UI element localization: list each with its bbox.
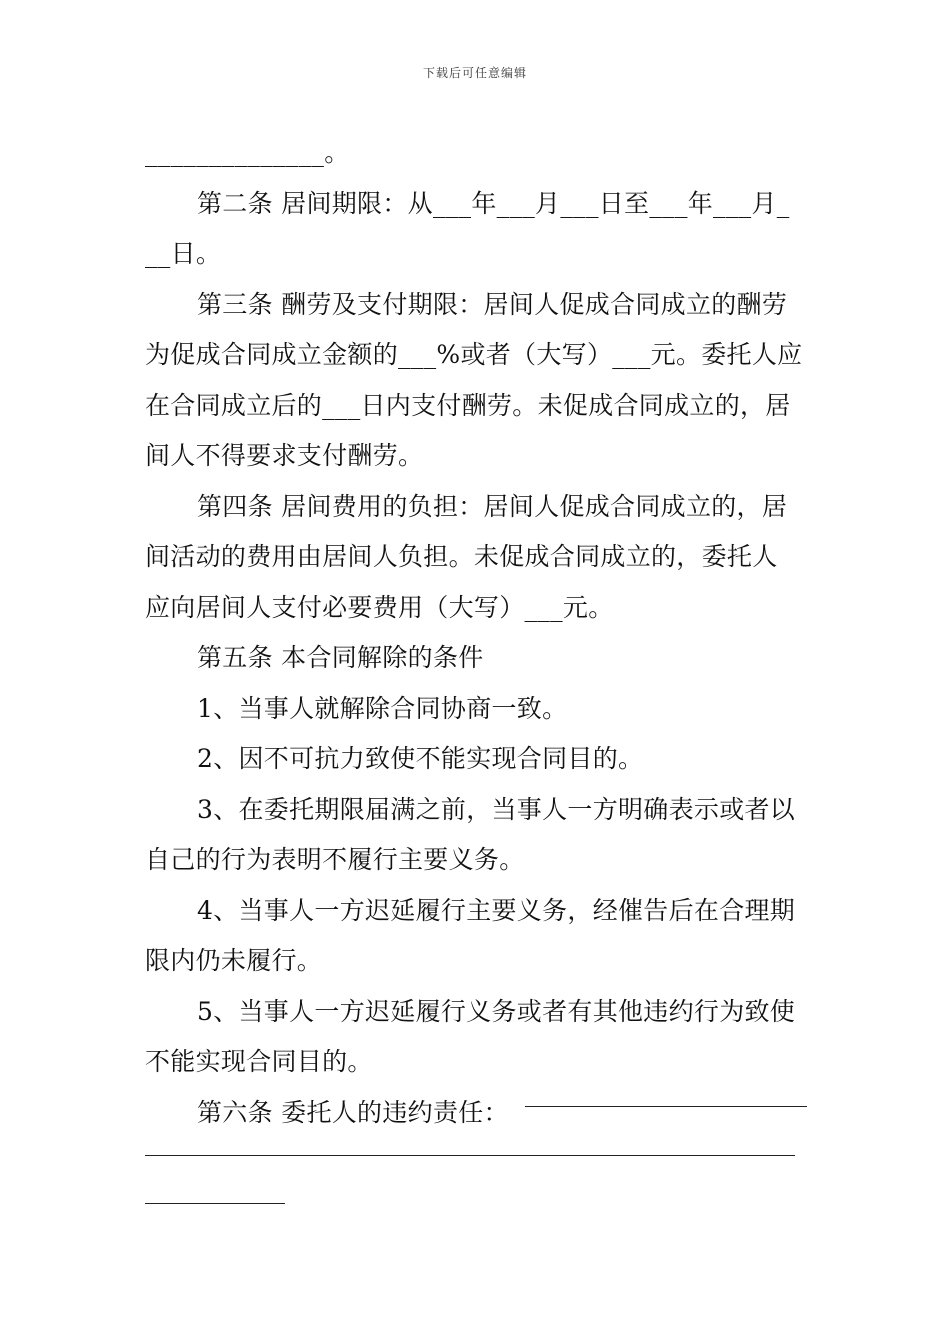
text-line: 间人不得要求支付酬劳。 bbox=[145, 441, 424, 470]
document-body bbox=[145, 128, 810, 1138]
article-5-heading: 第五条 本合同解除的条件 bbox=[197, 643, 484, 672]
blank-fill-line bbox=[145, 1155, 795, 1156]
clause-item-3: 3、在委托期限届满之前，当事人一方明确表示或者以 bbox=[197, 794, 796, 824]
text-line: 应向居间人支付必要费用（大写）___元。 bbox=[145, 592, 614, 622]
clause-item-2: 2、因不可抗力致使不能实现合同目的。 bbox=[197, 744, 644, 773]
article-2-line: 第二条 居间期限：从___年___月___日至___年___月_ bbox=[197, 188, 790, 218]
text-line: 不能实现合同目的。 bbox=[145, 1047, 373, 1076]
text-line: 在合同成立后的___日内支付酬劳。未促成合同成立的，居 bbox=[145, 390, 791, 420]
text-line: 限内仍未履行。 bbox=[145, 946, 323, 975]
text-line: 为促成合同成立金额的___%或者（大写）___元。委托人应 bbox=[145, 340, 803, 369]
clause-item-4: 4、当事人一方迟延履行主要义务，经催告后在合理期 bbox=[197, 895, 796, 925]
article-4-line: 第四条 居间费用的负担：居间人促成合同成立的，居 bbox=[197, 491, 788, 521]
blank-fill-line bbox=[145, 1203, 285, 1204]
page-header-note: 下载后可任意编辑 bbox=[422, 66, 527, 80]
article-6-line: 第六条 委托人的违约责任： bbox=[197, 1097, 509, 1127]
clause-item-5: 5、当事人一方迟延履行义务或者有其他违约行为致使 bbox=[197, 996, 796, 1026]
text-line: __日。 bbox=[145, 239, 222, 268]
text-line: ______________。 bbox=[145, 138, 350, 167]
text-line: 自己的行为表明不履行主要义务。 bbox=[145, 845, 525, 874]
text-line: 间活动的费用由居间人负担。未促成合同成立的，委托人 bbox=[145, 542, 778, 571]
blank-fill-line bbox=[525, 1106, 807, 1107]
article-3-line: 第三条 酬劳及支付期限：居间人促成合同成立的酬劳 bbox=[197, 289, 788, 319]
clause-item-1: 1、当事人就解除合同协商一致。 bbox=[197, 693, 568, 723]
